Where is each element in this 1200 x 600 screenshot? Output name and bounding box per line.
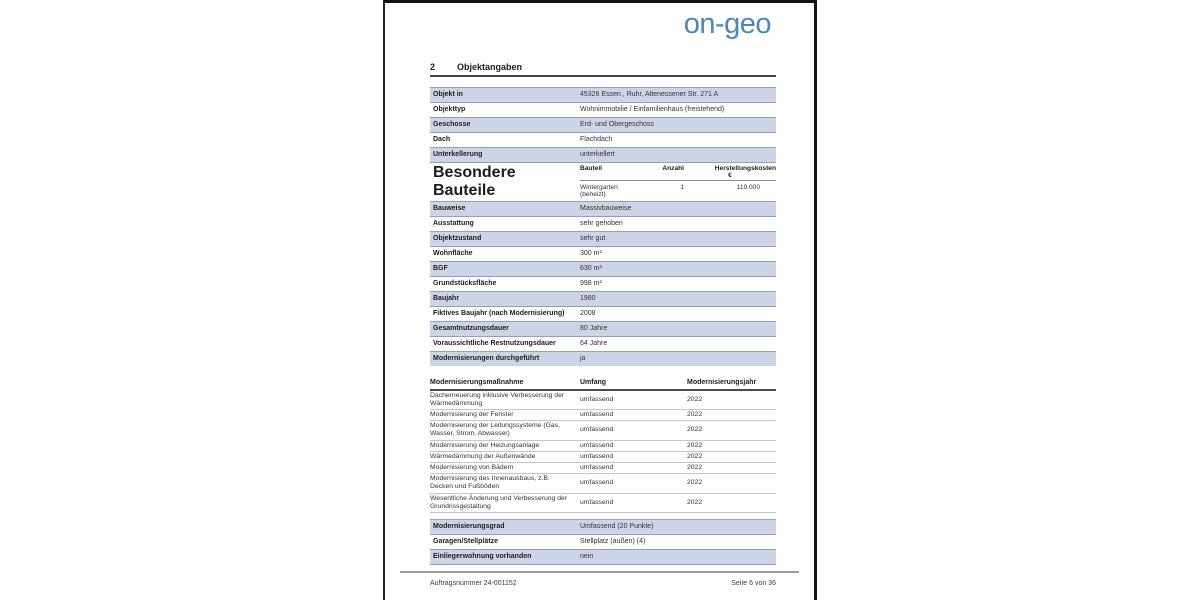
row-value: unterkellert	[580, 151, 615, 158]
object-table-bottom	[430, 519, 776, 565]
table-row	[430, 351, 776, 366]
measure-cell: Dacherneuerung inklusive Verbesserung der Wärmedämmung	[430, 391, 565, 407]
table-row	[430, 246, 776, 261]
modernization-row	[430, 441, 776, 452]
row-value: 64 Jahre	[580, 339, 608, 347]
row-value: 300 m²	[580, 249, 602, 257]
table-row	[430, 519, 776, 534]
modernization-table	[430, 379, 776, 513]
row-value: 2008	[580, 309, 596, 317]
row-label: Geschosse	[433, 121, 471, 128]
modernization-row	[430, 463, 776, 474]
row-value: Massivbauweise	[580, 204, 632, 212]
measure-cell: Modernisierung der Heizungsanlage	[430, 441, 540, 449]
scope-cell: umfassend	[580, 498, 614, 506]
scope-cell: umfassend	[580, 463, 614, 471]
row-label: Gesamtnutzungsdauer	[433, 324, 509, 332]
table-row	[430, 216, 776, 231]
page-footer	[430, 580, 776, 587]
modernization-row	[430, 421, 776, 440]
measure-cell: Modernisierung von Bädern	[430, 463, 514, 471]
table-row	[430, 291, 776, 306]
footer-page-number: Seite 6 von 36	[731, 580, 776, 587]
row-label: Unterkellerung	[433, 151, 483, 158]
section-title-text: Objektangaben	[457, 62, 523, 72]
row-label: Wohnfläche	[433, 249, 473, 257]
row-label: Baujahr	[433, 294, 460, 302]
ongeo-logo: on-geo	[683, 8, 771, 40]
modernization-row	[430, 410, 776, 421]
subtable-header	[580, 165, 776, 181]
year-cell: 2022	[687, 441, 703, 449]
section-number: 2	[430, 62, 436, 72]
scope-cell: umfassend	[580, 441, 614, 449]
year-cell: 2022	[687, 452, 703, 460]
year-cell: 2022	[687, 395, 703, 403]
row-value: sehr gehoben	[580, 219, 623, 227]
row-value: 80 Jahre	[580, 324, 608, 332]
row-value: Stellplatz (außen) (4)	[580, 537, 646, 545]
row-value: 998 m²	[580, 279, 602, 287]
measure-cell: Modernisierung der Leitungssysteme (Gas, Wasser, Strom, Abwasser)	[430, 422, 560, 438]
object-table-top	[430, 87, 776, 162]
modernization-row	[430, 391, 776, 410]
subtable-kosten-value: 119.000	[736, 183, 760, 191]
table-row	[430, 87, 776, 102]
table-row	[430, 132, 776, 147]
subtable-header-anzahl: Anzahl	[662, 165, 684, 172]
row-value: Flachdach	[580, 136, 613, 143]
modernization-row	[430, 474, 776, 493]
year-cell: 2022	[687, 426, 703, 434]
footer-divider	[400, 571, 799, 573]
row-value: 45326 Essen , Ruhr, Altenessener Str. 271 A	[580, 91, 719, 98]
row-label: BGF	[433, 264, 448, 272]
page-content	[430, 87, 776, 565]
row-label: Besondere Bauteile	[433, 163, 516, 199]
modernization-row	[430, 494, 776, 513]
document-page	[383, 0, 817, 600]
table-row	[430, 549, 776, 564]
table-row	[430, 534, 776, 549]
year-cell: 2022	[687, 498, 703, 506]
table-row	[430, 231, 776, 246]
object-table-middle	[430, 201, 776, 366]
row-label: Modernisierungsgrad	[433, 522, 505, 530]
modernization-row	[430, 452, 776, 463]
row-label: Garagen/Stellplätze	[433, 537, 498, 545]
besondere-bauteile-row	[430, 162, 776, 201]
table-row	[430, 336, 776, 351]
row-value: 1980	[580, 294, 596, 302]
row-label: Objekttyp	[433, 106, 466, 113]
row-value: Umfassend (20 Punkte)	[580, 522, 654, 530]
row-label: Bauweise	[433, 204, 466, 212]
row-label: Objektzustand	[433, 234, 482, 242]
subtable-header-kosten-text: Herstellungskosten	[714, 165, 776, 172]
bauteile-subtable	[580, 163, 776, 201]
subtable-header-kosten	[684, 165, 776, 179]
row-label: Ausstattung	[433, 219, 474, 227]
table-row	[430, 201, 776, 216]
scope-cell: umfassend	[580, 452, 614, 460]
year-cell: 2022	[687, 463, 703, 471]
year-cell: 2022	[687, 479, 703, 487]
subtable-row	[580, 181, 776, 201]
scope-cell: umfassend	[580, 395, 614, 403]
subtable-anzahl-value: 1	[680, 183, 684, 191]
subtable-header-kosten-unit: €	[728, 172, 732, 179]
header-measure: Modernisierungsmaßnahme	[430, 378, 524, 386]
row-label: Fiktives Baujahr (nach Modernisierung)	[433, 309, 565, 317]
measure-cell: Wärmedämmung der Außenwände	[430, 452, 536, 460]
header-year: Modernisierungsjahr	[687, 378, 757, 386]
row-label: Objekt in	[433, 91, 463, 98]
row-label: Einliegerwohnung vorhanden	[433, 552, 532, 560]
measure-cell: Modernisierung der Fenster	[430, 410, 514, 418]
section-title	[430, 62, 776, 77]
table-row	[430, 306, 776, 321]
subtable-header-bauteil: Bauteil	[580, 165, 602, 172]
modernization-table-rows	[430, 391, 776, 513]
table-row	[430, 117, 776, 132]
row-value: sehr gut	[580, 234, 606, 242]
row-label: Voraussichtliche Restnutzungsdauer	[433, 339, 556, 347]
year-cell: 2022	[687, 410, 703, 418]
row-value: nein	[580, 552, 594, 560]
row-label: Grundstücksfläche	[433, 279, 497, 287]
scope-cell: umfassend	[580, 479, 614, 487]
footer-order-number: Auftragsnummer 24-001152	[430, 580, 517, 587]
row-label: Dach	[433, 136, 451, 143]
scope-cell: umfassend	[580, 410, 614, 418]
table-row	[430, 102, 776, 117]
row-value: Wohnimmobilie / Einfamilienhaus (freistehend)	[580, 106, 725, 113]
measure-cell: Modernisierung des Innenausbaus, z.B. Decken und Fußböden	[430, 475, 550, 491]
table-row	[430, 261, 776, 276]
row-label: Modernisierungen durchgeführt	[433, 354, 540, 362]
subtable-bauteil-value: Wintergarten (beheizt)	[580, 183, 618, 198]
modernization-table-header	[430, 379, 776, 391]
row-value: ja	[580, 354, 586, 362]
scope-cell: umfassend	[580, 426, 614, 434]
table-row	[430, 276, 776, 291]
table-row	[430, 321, 776, 336]
row-value: Erd- und Obergeschoss	[580, 121, 654, 128]
table-row	[430, 147, 776, 162]
header-scope: Umfang	[580, 378, 607, 386]
row-value: 630 m²	[580, 264, 602, 272]
measure-cell: Wesentliche Änderung und Verbesserung der Grundrissgestaltung	[430, 494, 568, 510]
